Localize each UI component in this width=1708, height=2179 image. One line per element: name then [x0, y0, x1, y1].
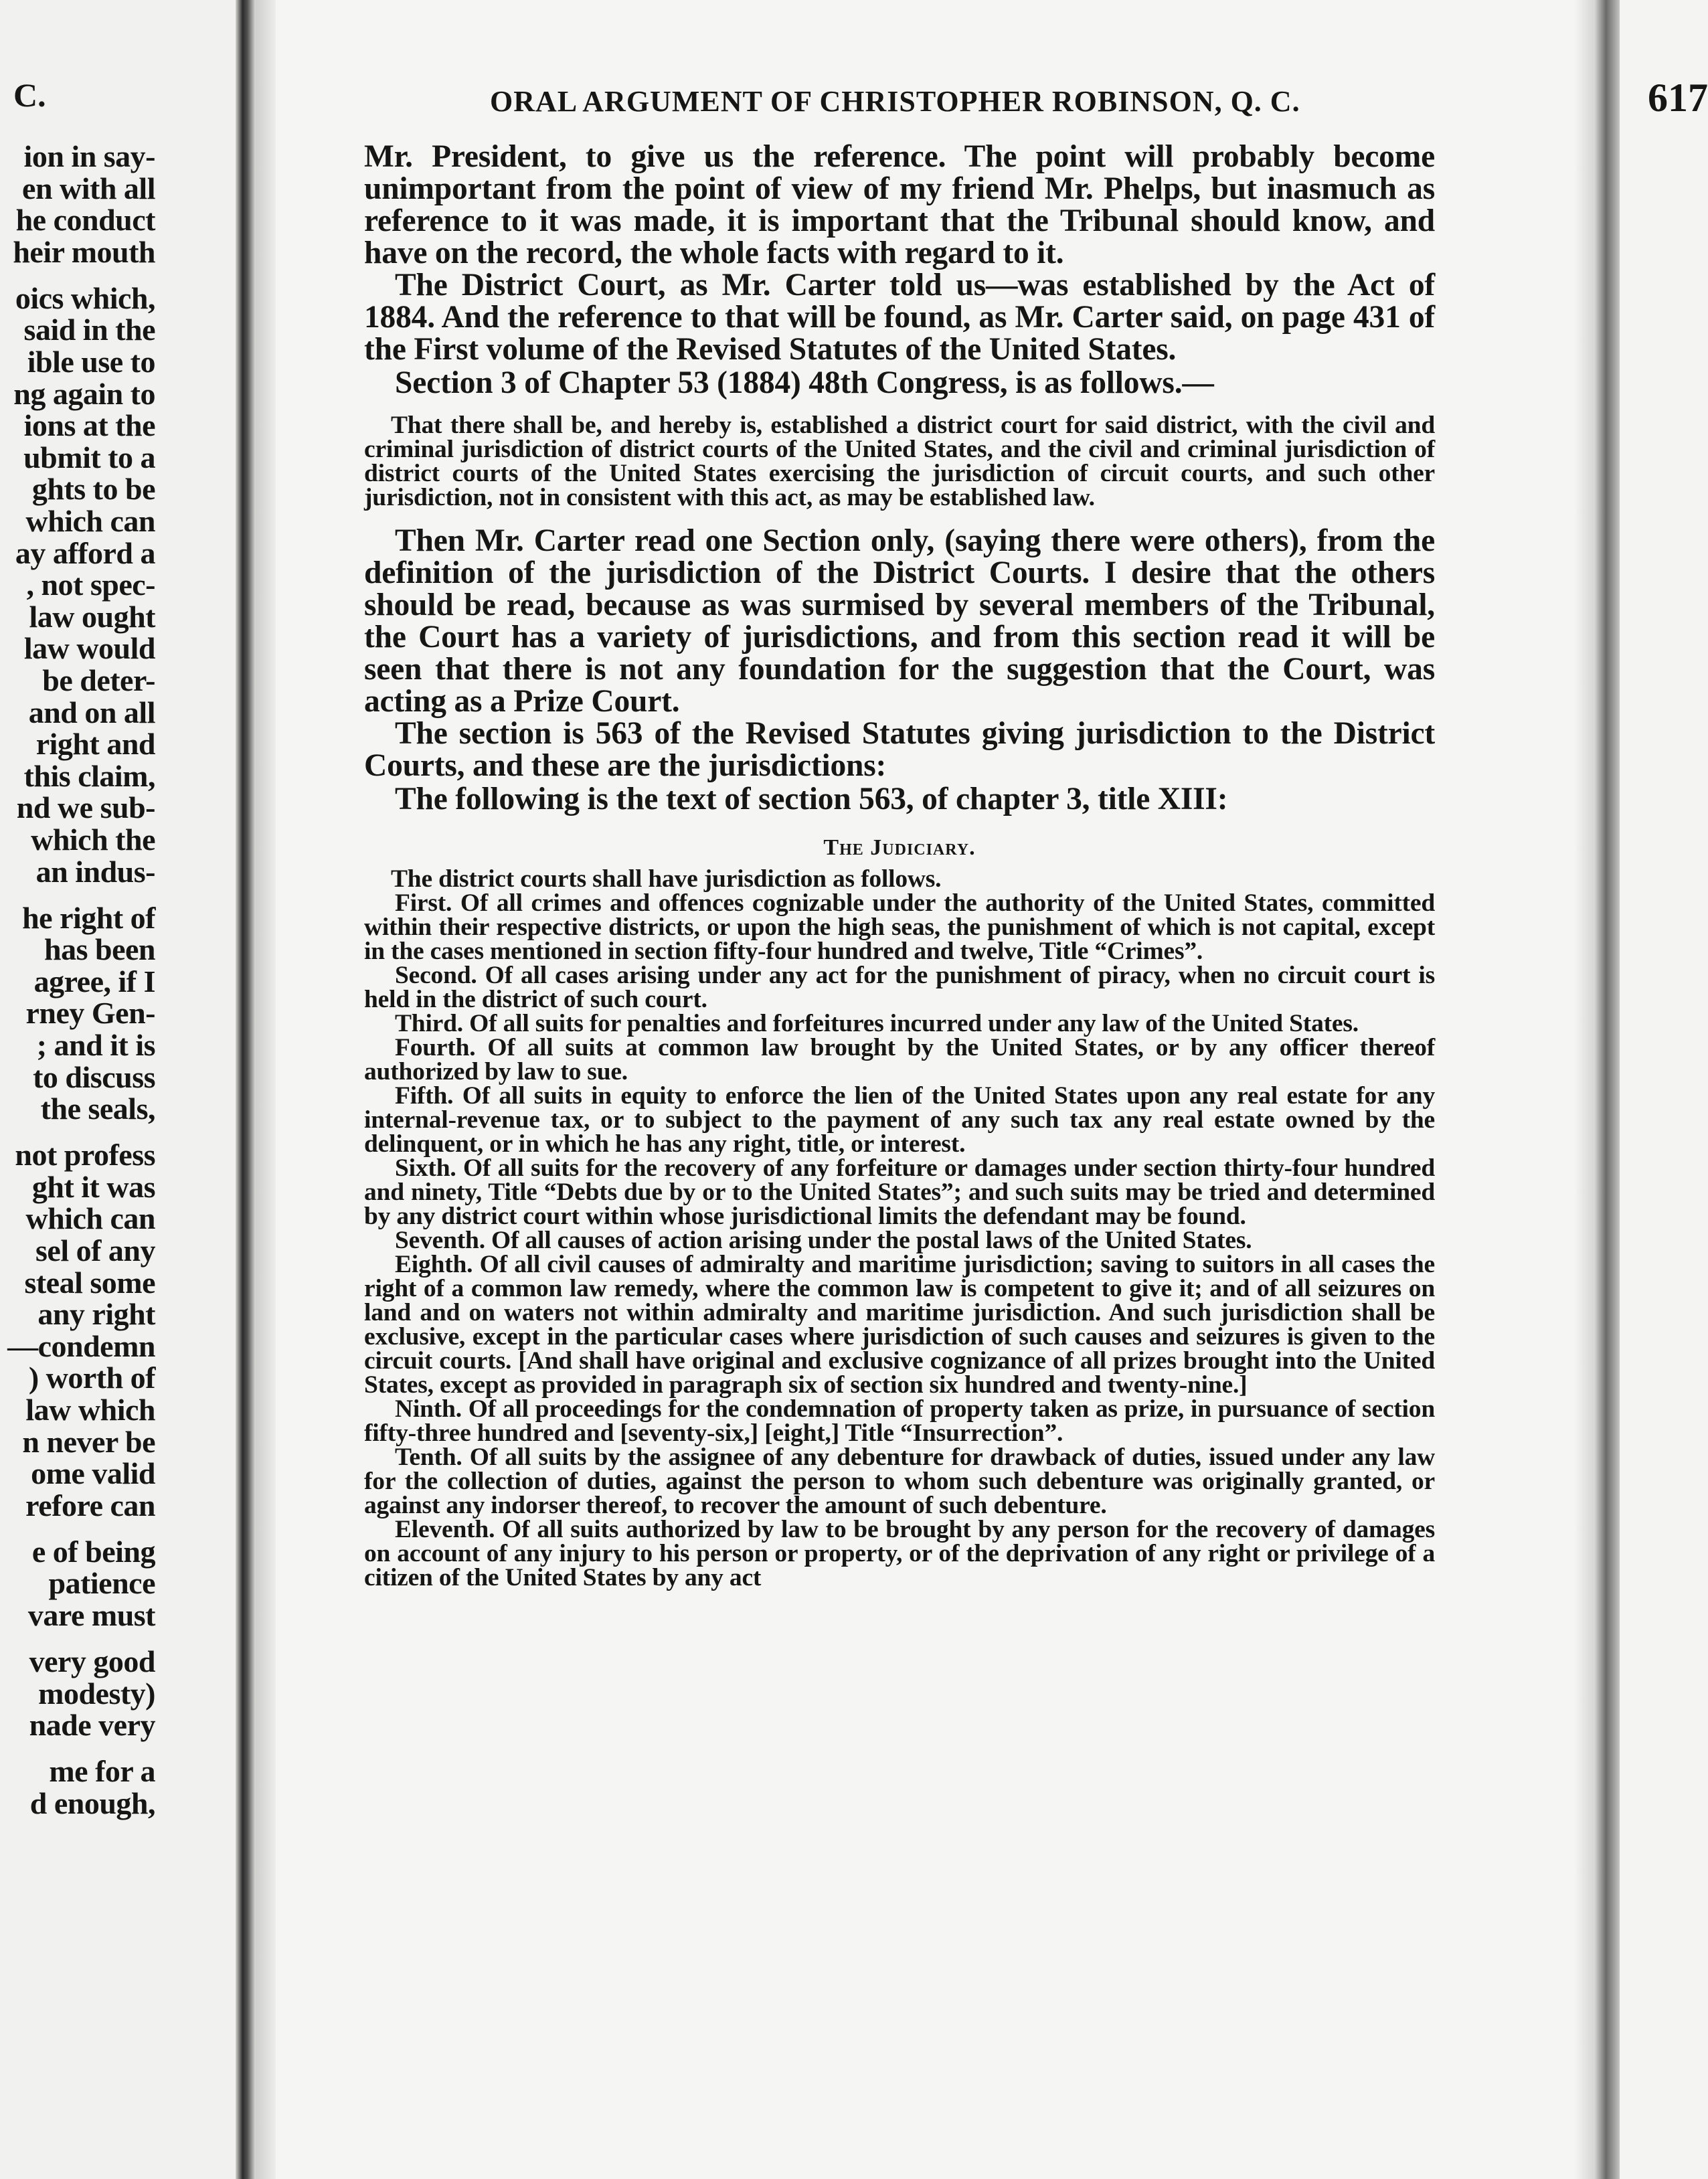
book-gutter-shadow: [236, 0, 256, 2179]
left-page-line: me for a: [49, 1754, 155, 1789]
left-page-line: said in the: [23, 313, 155, 347]
quoted-act-text: That there shall be, and hereby is, established a district court for said district, with the civil and criminal jurisdiction of district courts of the United States, and the civil and criminal jurisdiction of district courts of the United States exercising the jurisdiction of circuit courts, and such other jurisdiction, not in consistent with this act, as may be established law.: [364, 412, 1435, 511]
page-body: [364, 141, 1435, 1590]
left-page-line: ubmit to a: [23, 440, 155, 474]
left-facing-page: [0, 0, 249, 2179]
left-page-line: very good: [29, 1644, 155, 1679]
paragraph-section-3: Section 3 of Chapter 53 (1884) 48th Congress, is as follows.—: [395, 365, 1214, 400]
left-page-line: not profess: [15, 1138, 155, 1172]
statute-clause-fourth: Fourth. Of all suits at common law brought by the United States, or by any officer thereof authorized by law to sue.: [364, 1034, 1435, 1085]
left-page-line: steal some: [24, 1265, 155, 1300]
left-page-line: he conduct: [15, 203, 155, 238]
judiciary-statute-text: [364, 867, 1435, 1590]
running-title: ORAL ARGUMENT OF CHRISTOPHER ROBINSON, Q. C.: [490, 85, 1300, 118]
paragraph-section-563: The section is 563 of the Revised Statutes giving jurisdiction to the District Courts, and these are the jurisdictions:: [364, 716, 1435, 783]
left-page-line: n never be: [22, 1424, 155, 1459]
left-page-line: sel of any: [35, 1233, 155, 1268]
left-page-line: oics which,: [15, 280, 155, 315]
statute-clause-seventh: Seventh. Of all causes of action arising under the postal laws of the United States.: [395, 1227, 1252, 1254]
paragraph-district-court: The District Court, as Mr. Carter told us—was established by the Act of 1884. And the reference to that will be found, as Mr. Carter said, on page 431 of the First volume of the Revised Statutes of the United States.: [364, 268, 1435, 367]
left-page-line: has been: [44, 932, 155, 967]
left-page-line: refore can: [25, 1488, 155, 1522]
paragraph-reference: Mr. President, to give us the reference. The point will probably become unimportant from the point of view of my friend Mr. Phelps, but inasmuch as reference to it was made, it is important that the Tribunal should know, and have on the record, the whole facts with regard to it.: [364, 139, 1435, 270]
left-page-line: law would: [23, 631, 155, 666]
left-page-line: ; and it is: [36, 1028, 155, 1063]
statute-clause-eighth: Eighth. Of all civil causes of admiralty and maritime jurisdiction; saving to suitors in all cases the right of a common law remedy, where the common law is competent to give it; and of all seizures on land and on waters not within admiralty and maritime jurisdiction. And such jurisdiction shall be exclusive, except in the particular cases where jurisdiction of such causes and seizures is given to the circuit courts. [And shall have original and exclusive cognizance of all prizes brought into the United States, except as provided in paragraph six of section six hundred and twenty-nine.]: [364, 1251, 1435, 1399]
running-header: [490, 75, 1708, 122]
left-page-line: law which: [25, 1393, 155, 1427]
left-page-line: ions at the: [23, 408, 155, 443]
statute-clause-eleventh: Eleventh. Of all suits authorized by law to be brought by any person for the recovery of damages on account of any injury to his person or property, or of the deprivation of any right or privilege of a citizen of the United States by any act: [364, 1516, 1435, 1591]
left-page-line: , not spec-: [26, 568, 155, 602]
left-page-line: any right: [37, 1297, 155, 1332]
statute-clause-second: Second. Of all cases arising under any act for the punishment of piracy, when no circuit court is held in the district of such court.: [364, 962, 1435, 1013]
left-page-line: agree, if I: [33, 964, 155, 998]
left-page-line: en with all: [22, 171, 155, 205]
left-page-line: ible use to: [27, 345, 155, 379]
left-page-line: which can: [25, 1201, 155, 1236]
left-page-line: an indus-: [35, 854, 155, 889]
left-page-header: C.: [13, 76, 46, 114]
statute-clause-first: First. Of all crimes and offences cognizable under the authority of the United States, committed within their respective districts, or upon the high seas, the punishment of which is not capital, except in the cases mentioned in section fifty-four hundred and twelve, Title “Crimes”.: [364, 889, 1435, 965]
statute-intro: The district courts shall have jurisdiction as follows.: [391, 865, 942, 893]
statute-clause-fifth: Fifth. Of all suits in equity to enforce the lien of the United States upon any real estate for any internal-revenue tax, or to subject to the payment of any such tax any real estate owned by the delinquent, or in which he has any right, title, or interest.: [364, 1082, 1435, 1158]
left-page-line: which can: [25, 504, 155, 539]
page-edge-shadow: [1574, 0, 1620, 2179]
statute-clause-ninth: Ninth. Of all proceedings for the condemnation of property taken as prize, in pursuance of section fifty-three hundred and [seventy-six,] [eight,] Title “Insurrection”.: [364, 1395, 1435, 1447]
left-page-line: the seals,: [40, 1092, 155, 1126]
left-page-line: he right of: [22, 900, 155, 935]
left-page-line: —condemn: [7, 1328, 155, 1363]
left-page-line: this claim,: [23, 758, 155, 793]
main-page: [276, 0, 1708, 2179]
left-page-line: law ought: [29, 599, 155, 634]
paragraph-text-of-section: The following is the text of section 563, of chapter 3, title XIII:: [395, 782, 1228, 816]
left-page-line: and on all: [28, 695, 155, 729]
left-page-line: to discuss: [33, 1059, 155, 1094]
left-page-line: be deter-: [42, 663, 155, 698]
left-page-line: e of being: [31, 1534, 155, 1569]
left-page-line: patience: [48, 1566, 155, 1601]
statute-clause-third: Third. Of all suits for penalties and forfeitures incurred under any law of the United States.: [395, 1010, 1359, 1037]
left-page-line: ng again to: [13, 376, 155, 411]
left-page-line: ome valid: [31, 1456, 155, 1491]
left-page-line: modesty): [38, 1676, 155, 1711]
left-page-line: d enough,: [29, 1785, 155, 1820]
statute-clause-sixth: Sixth. Of all suits for the recovery of any forfeiture or damages under section thirty-four hundred and ninety, Title “Debts due by or to the United States”; and such suits may be tried and determined by any district court within whose jurisdictional limits the defendant may be found.: [364, 1154, 1435, 1230]
left-page-line: vare must: [27, 1598, 155, 1633]
paragraph-carter-section: Then Mr. Carter read one Section only, (saying there were others), from the definition of the jurisdiction of the District Courts. I desire that the others should be read, because as was surmised by several members of the Tribunal, the Court has a variety of jurisdictions, and from this section read it will be seen that there is not any foundation for the suggestion that the Court, was acting as a Prize Court.: [364, 523, 1435, 719]
left-page-line: ion in say-: [23, 139, 155, 173]
left-page-line: ay afford a: [15, 535, 155, 570]
page-number: 617: [1648, 76, 1708, 120]
left-page-line: which the: [31, 822, 155, 857]
statute-clause-tenth: Tenth. Of all suits by the assignee of any debenture for drawback of duties, issued under any law for the collection of duties, against the person to whom such debenture was originally granted, or against any indorser thereof, to recover the amount of such debenture.: [364, 1444, 1435, 1519]
section-heading-judiciary: The Judiciary.: [823, 835, 976, 860]
left-page-line: rney Gen-: [25, 996, 155, 1031]
left-page-line: ) worth of: [28, 1361, 155, 1395]
book-gutter-highlight: [256, 0, 276, 2179]
left-page-line: nade very: [29, 1708, 155, 1743]
left-page-line: ghts to be: [31, 472, 155, 507]
left-page-line: right and: [35, 727, 155, 762]
left-page-line: ght it was: [31, 1169, 155, 1204]
left-page-line: nd we sub-: [16, 790, 155, 825]
left-page-line: heir mouth: [13, 234, 155, 269]
